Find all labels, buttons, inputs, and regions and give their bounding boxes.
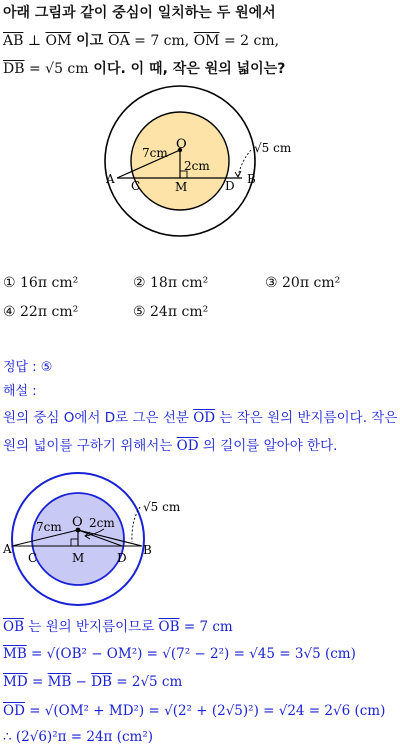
segment-mb-2: $\overline{MB}$ [47,674,72,690]
segment-mb: $\overline{MB}$ [3,646,27,662]
option-1-number: ① [3,275,16,291]
label-b-2: B [143,543,152,557]
segment-od: $\overline{OD}$ [193,410,216,426]
label-m: M [175,180,188,194]
label-oa-length-2: 7cm [36,520,62,534]
label-d-2: D [117,551,127,565]
solution-line-4 [3,703,385,719]
label-a-2: A [3,542,12,556]
option-5-number: ⑤ [133,304,146,320]
option-5-text: 24π cm² [150,304,209,320]
om-value: = 2 cm, [219,33,280,49]
oa-value: = 7 cm, [129,33,190,49]
option-2-text: 18π cm² [150,275,209,291]
segment-ab: $\overline{AB}$ [3,33,24,49]
option-1-text: 16π cm² [20,275,79,291]
segment-om: $\overline{OM}$ [45,33,72,49]
label-d: D [225,179,235,193]
ob-value: = 7 cm [179,619,233,635]
solution-line-3 [3,674,182,690]
and-text: 이고 [71,33,109,49]
md-value: = 2√5 cm [111,674,183,690]
explanation-text-1c: 는 작은 원의 반지름이다. 작은 [215,410,398,426]
segment-od-3: $\overline{OD}$ [3,703,25,719]
explanation-text-1a: 원의 중심 O에서 D로 그은 선분 [3,410,194,426]
segment-oa: $\overline{OA}$ [108,33,130,49]
question-text: 이다. 이 때, 작은 원의 넓이는? [88,61,286,77]
minus-sign: − [71,674,92,690]
segment-md: $\overline{MD}$ [3,674,28,690]
solution-text-1: 는 원의 반지름이므로 [24,619,159,635]
label-db-length: √5 cm [254,141,292,155]
db-value: = √5 cm [24,61,89,77]
explanation-text-2c: 의 길이를 알아야 한다. [198,438,338,454]
segment-ob-2: $\overline{OB}$ [158,619,180,635]
segment-db-2: $\overline{DB}$ [91,674,112,690]
option-4-text: 22π cm² [20,304,79,320]
label-a: A [106,172,115,186]
segment-om-2: $\overline{OM}$ [193,33,220,49]
solution-line-5: ∴ (2√6)²π = 24π (cm²) [3,729,154,745]
perp-symbol: ⊥ [23,33,46,49]
explanation-label: 해설 : [3,384,37,399]
segment-ob: $\overline{OB}$ [3,619,24,635]
mb-calculation: = √(OB² − OM²) = √(7² − 2²) = √45 = 3√5 (cm) [26,646,356,662]
question-line-1: 아래 그림과 같이 중심이 일치하는 두 원에서 [3,5,276,21]
label-b: B [247,172,256,186]
label-oa-length: 7cm [142,146,168,160]
equals-sign: = [27,674,48,690]
label-om-length: 2cm [184,159,210,173]
answer-label: 정답 : ⑤ [3,360,53,375]
option-3-text: 20π cm² [282,275,341,291]
label-c-2: C [28,551,38,565]
solution-line-2 [3,646,356,662]
label-om-length-2: 2cm [89,516,115,530]
label-o-2: O [72,515,83,530]
label-c: C [131,179,141,193]
label-m-2: M [72,551,85,565]
option-4-number: ④ [3,304,16,320]
explanation-text-2a: 원의 넓이를 구하기 위해서는 [3,438,177,454]
label-o: O [176,137,187,152]
od-calculation: = √(OM² + MD²) = √(2² + (2√5)²) = √24 = 2√6 (cm) [24,703,386,719]
solution-line-1 [3,615,233,635]
segment-db: $\overline{DB}$ [3,61,25,77]
label-db-length-2: √5 cm [143,500,181,514]
option-2-number: ② [133,275,146,291]
segment-od-2: $\overline{OD}$ [176,438,199,454]
option-3-number: ③ [265,275,278,291]
